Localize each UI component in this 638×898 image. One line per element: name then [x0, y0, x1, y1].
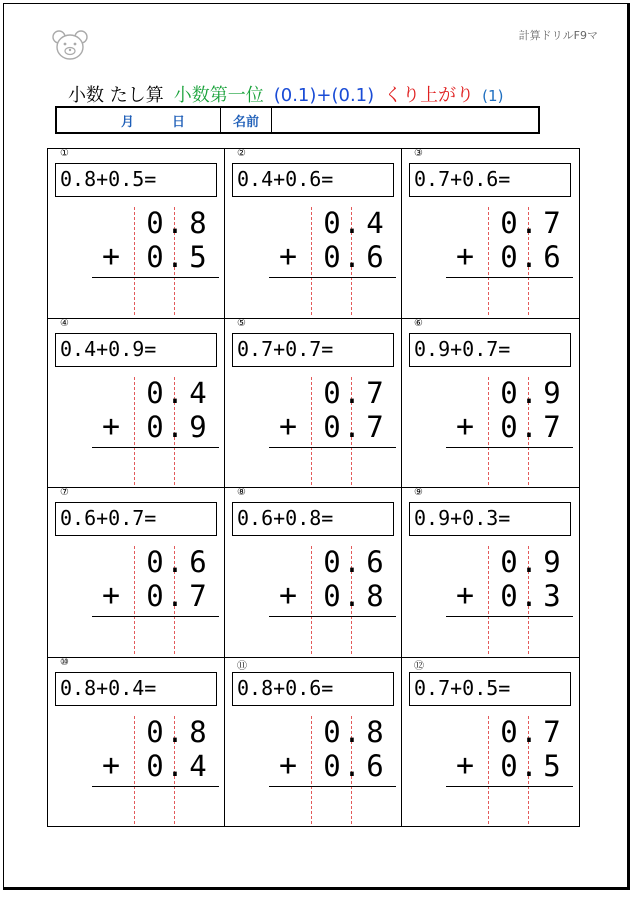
guide-line	[134, 716, 135, 824]
plus-sign: +	[101, 239, 121, 274]
brand-label: 計算ドリルF9マ	[518, 29, 598, 42]
decimal-point: .	[343, 240, 361, 274]
digit-b-ones: 0	[500, 240, 518, 274]
sum-line	[92, 616, 219, 617]
worksheet-title	[68, 81, 503, 107]
problem-number: ②	[237, 148, 246, 159]
decimal-point: .	[166, 376, 184, 410]
guide-line	[311, 716, 312, 824]
digit-a-tenths: 6	[189, 545, 207, 579]
digit-b-tenths: 8	[366, 579, 384, 613]
problem-cell	[402, 488, 579, 658]
digit-b-tenths: 5	[189, 240, 207, 274]
problem-number: ⑫	[414, 661, 424, 672]
decimal-point: .	[343, 206, 361, 240]
title-decimal-place: 小数第一位	[173, 85, 264, 106]
digit-a-tenths: 4	[366, 206, 384, 240]
name-field[interactable]	[272, 108, 538, 132]
digit-b-ones: 0	[146, 410, 164, 444]
problem-number: ①	[60, 148, 69, 159]
guide-line	[488, 716, 489, 824]
decimal-point: .	[343, 579, 361, 613]
sum-line	[269, 786, 396, 787]
plus-sign: +	[278, 578, 298, 613]
digit-b-tenths: 3	[543, 579, 561, 613]
digit-b-ones: 0	[323, 579, 341, 613]
decimal-point: .	[166, 715, 184, 749]
problem-cell	[402, 658, 579, 826]
equation-box: 0.9+0.3=	[409, 502, 571, 536]
plus-sign: +	[278, 239, 298, 274]
sum-line	[446, 447, 573, 448]
sum-line	[446, 786, 573, 787]
problem-cell	[48, 488, 225, 658]
problem-cell	[48, 319, 225, 488]
decimal-point: .	[166, 545, 184, 579]
problem-number: ⑥	[414, 318, 423, 329]
name-label: 名前	[221, 108, 272, 132]
guide-line	[134, 546, 135, 654]
decimal-point: .	[166, 749, 184, 783]
digit-a-tenths: 6	[366, 545, 384, 579]
day-label: 日	[172, 114, 186, 130]
guide-line	[488, 207, 489, 315]
digit-b-tenths: 6	[543, 240, 561, 274]
digit-a-tenths: 9	[543, 376, 561, 410]
bear-logo-icon	[50, 29, 90, 61]
decimal-point: .	[520, 410, 538, 444]
title-carry: くり上がり	[384, 85, 475, 106]
equation-box: 0.9+0.7=	[409, 333, 571, 367]
equation-box: 0.8+0.4=	[55, 672, 217, 706]
sum-line	[446, 277, 573, 278]
digit-b-ones: 0	[146, 749, 164, 783]
problem-number: ⑤	[237, 318, 246, 329]
sum-line	[269, 277, 396, 278]
problem-number: ⑪	[237, 661, 247, 672]
equation-box: 0.8+0.6=	[232, 672, 394, 706]
decimal-point: .	[520, 376, 538, 410]
plus-sign: +	[278, 748, 298, 783]
plus-sign: +	[455, 239, 475, 274]
guide-line	[488, 377, 489, 485]
plus-sign: +	[101, 578, 121, 613]
guide-line	[311, 207, 312, 315]
digit-b-ones: 0	[500, 749, 518, 783]
problem-cell	[48, 658, 225, 826]
digit-b-tenths: 7	[366, 410, 384, 444]
problem-number: ⑩	[60, 657, 69, 668]
digit-b-tenths: 9	[189, 410, 207, 444]
digit-b-ones: 0	[146, 240, 164, 274]
equation-box: 0.4+0.9=	[55, 333, 217, 367]
problem-number: ⑦	[60, 487, 69, 498]
problem-cell	[225, 488, 402, 658]
digit-a-ones: 0	[500, 206, 518, 240]
digit-a-ones: 0	[500, 715, 518, 749]
problem-cell	[225, 658, 402, 826]
equation-box: 0.7+0.6=	[409, 163, 571, 197]
digit-a-ones: 0	[146, 376, 164, 410]
digit-b-ones: 0	[323, 410, 341, 444]
decimal-point: .	[166, 240, 184, 274]
digit-a-ones: 0	[146, 545, 164, 579]
digit-a-tenths: 7	[543, 206, 561, 240]
guide-line	[134, 207, 135, 315]
digit-b-ones: 0	[500, 579, 518, 613]
problem-number: ④	[60, 318, 69, 329]
guide-line	[488, 546, 489, 654]
problem-number: ⑨	[414, 487, 423, 498]
digit-a-ones: 0	[146, 715, 164, 749]
digit-b-tenths: 4	[189, 749, 207, 783]
digit-a-ones: 0	[146, 206, 164, 240]
sum-line	[269, 447, 396, 448]
digit-a-tenths: 4	[189, 376, 207, 410]
sum-line	[446, 616, 573, 617]
title-sheet-number: (1)	[482, 87, 504, 105]
decimal-point: .	[520, 206, 538, 240]
digit-a-ones: 0	[323, 715, 341, 749]
digit-a-ones: 0	[323, 206, 341, 240]
decimal-point: .	[166, 206, 184, 240]
guide-line	[311, 377, 312, 485]
digit-a-ones: 0	[323, 545, 341, 579]
problem-cell	[48, 149, 225, 319]
decimal-point: .	[343, 545, 361, 579]
digit-b-tenths: 6	[366, 240, 384, 274]
guide-line	[311, 546, 312, 654]
decimal-point: .	[166, 579, 184, 613]
title-pattern: (0.1)+(0.1)	[273, 85, 375, 106]
plus-sign: +	[101, 748, 121, 783]
month-label: 月	[121, 114, 135, 130]
digit-a-tenths: 8	[189, 715, 207, 749]
digit-a-tenths: 7	[543, 715, 561, 749]
problem-cell	[402, 149, 579, 319]
decimal-point: .	[520, 240, 538, 274]
problem-grid	[47, 148, 580, 827]
plus-sign: +	[101, 409, 121, 444]
equation-box: 0.8+0.5=	[55, 163, 217, 197]
digit-b-ones: 0	[323, 749, 341, 783]
digit-a-tenths: 7	[366, 376, 384, 410]
digit-a-tenths: 8	[366, 715, 384, 749]
plus-sign: +	[455, 748, 475, 783]
digit-a-ones: 0	[500, 545, 518, 579]
guide-line	[134, 377, 135, 485]
digit-a-ones: 0	[500, 376, 518, 410]
title-main: 小数 たし算	[68, 85, 164, 106]
plus-sign: +	[455, 578, 475, 613]
sum-line	[92, 786, 219, 787]
digit-b-ones: 0	[323, 240, 341, 274]
decimal-point: .	[343, 410, 361, 444]
problem-cell	[225, 149, 402, 319]
decimal-point: .	[520, 579, 538, 613]
equation-box: 0.6+0.7=	[55, 502, 217, 536]
equation-box: 0.6+0.8=	[232, 502, 394, 536]
equation-box: 0.4+0.6=	[232, 163, 394, 197]
decimal-point: .	[343, 376, 361, 410]
decimal-point: .	[520, 715, 538, 749]
sum-line	[269, 616, 396, 617]
digit-b-tenths: 5	[543, 749, 561, 783]
digit-a-tenths: 8	[189, 206, 207, 240]
equation-box: 0.7+0.7=	[232, 333, 394, 367]
problem-number: ③	[414, 148, 423, 159]
plus-sign: +	[278, 409, 298, 444]
name-date-box	[55, 106, 540, 134]
problem-cell	[225, 319, 402, 488]
decimal-point: .	[343, 749, 361, 783]
digit-b-ones: 0	[146, 579, 164, 613]
problem-number: ⑧	[237, 487, 246, 498]
digit-b-tenths: 7	[543, 410, 561, 444]
decimal-point: .	[166, 410, 184, 444]
equation-box: 0.7+0.5=	[409, 672, 571, 706]
digit-b-ones: 0	[500, 410, 518, 444]
decimal-point: .	[343, 715, 361, 749]
digit-b-tenths: 6	[366, 749, 384, 783]
sum-line	[92, 277, 219, 278]
digit-b-tenths: 7	[189, 579, 207, 613]
problem-cell	[402, 319, 579, 488]
decimal-point: .	[520, 749, 538, 783]
decimal-point: .	[520, 545, 538, 579]
date-field[interactable]	[57, 108, 221, 132]
sum-line	[92, 447, 219, 448]
plus-sign: +	[455, 409, 475, 444]
digit-a-ones: 0	[323, 376, 341, 410]
digit-a-tenths: 9	[543, 545, 561, 579]
